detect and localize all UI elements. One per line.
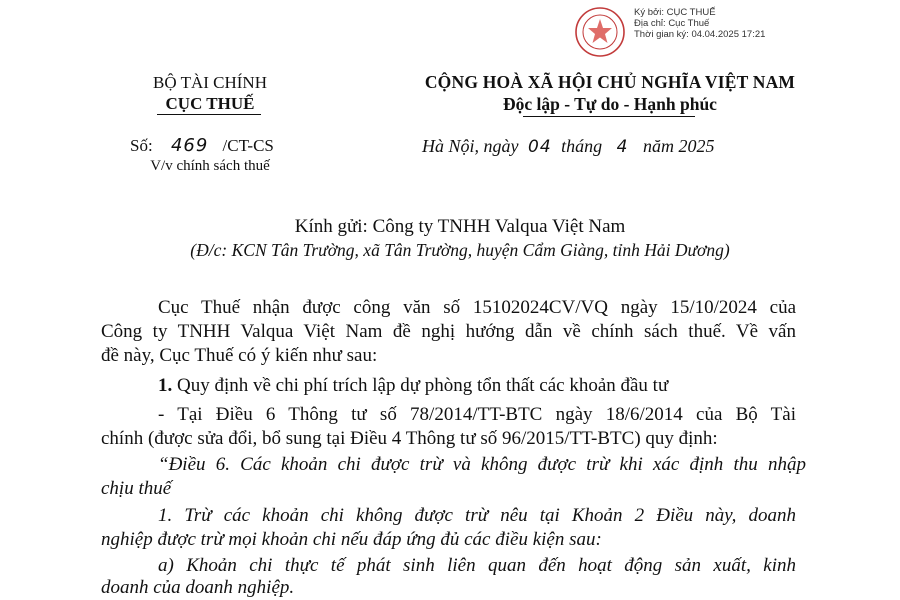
para2-line1: - Tại Điều 6 Thông tư số 78/2014/TT-BTC ngày 18/6/2014 của Bộ Tài (158, 404, 796, 425)
document-subject: V/v chính sách thuế (150, 158, 270, 174)
date-year: năm 2025 (642, 136, 715, 156)
signature-time: Thời gian ký: 04.04.2025 17:21 (634, 29, 766, 40)
para1-line3: đề này, Cục Thuế có ý kiến như sau: (101, 345, 378, 366)
section-1-heading (158, 374, 668, 398)
quote2-line1: 1. Trừ các khoản chi không được trừ nêu tại Khoản 2 Điều này, doanh (158, 505, 796, 526)
ministry-name: BỘ TÀI CHÍNH (153, 73, 267, 92)
issuer-block (100, 72, 320, 114)
signature-seal-icon (574, 6, 626, 58)
quote-line2: chịu thuế (101, 478, 172, 499)
agency-underline (157, 114, 261, 115)
para1-line1: Cục Thuế nhận được công văn số 15102024CV/VQ ngày 15/10/2024 của (158, 297, 796, 318)
document-number (130, 135, 274, 157)
agency-name: CỤC THUẾ (165, 94, 255, 113)
issue-date (422, 135, 714, 158)
digital-signature-info (634, 7, 765, 40)
recipient-address: (Đ/c: KCN Tân Trường, xã Tân Trường, huyện Cẩm Giàng, tỉnh Hải Dương) (190, 240, 730, 260)
date-month: 4 (616, 137, 629, 157)
signature-organization: Địa chỉ: Cục Thuế (634, 18, 710, 29)
date-prefix: Hà Nội, ngày (422, 136, 519, 156)
doc-no-suffix: /CT-CS (222, 136, 274, 155)
quote2-line2: nghiệp được trừ mọi khoản chi nếu đáp ứng đủ các điều kiện sau: (101, 529, 602, 550)
quote3-line2: doanh của doanh nghiệp. (101, 577, 295, 598)
quote-line1: “Điều 6. Các khoản chi được trừ và không được trừ khi xác định thu nhập (158, 454, 806, 475)
national-motto: Độc lập - Tự do - Hạnh phúc (503, 94, 717, 114)
section-1-title: Quy định về chi phí trích lập dự phòng tổn thất các khoản đầu tư (177, 375, 669, 396)
date-month-label: tháng (561, 136, 603, 156)
para1-line2: Công ty TNHH Valqua Việt Nam đề nghị hướng dẫn về chính sách thuế. Về vấn (101, 321, 796, 342)
nation-title: CỘNG HOÀ XÃ HỘI CHỦ NGHĨA VIỆT NAM (424, 72, 796, 92)
doc-no-value: 469 (170, 135, 209, 156)
motto-underline (523, 116, 695, 117)
section-1-number: 1. (158, 375, 173, 396)
para2-line2: chính (được sửa đổi, bổ sung tại Điều 4 Thông tư số 96/2015/TT-BTC) quy định: (101, 428, 718, 449)
quote3-line1: a) Khoản chi thực tế phát sinh liên quan đến hoạt động sản xuất, kinh (158, 555, 796, 576)
doc-no-prefix: Số: (130, 136, 153, 155)
date-day: 04 (528, 137, 552, 157)
recipient-line: Kính gửi: Công ty TNHH Valqua Việt Nam (294, 216, 626, 237)
signature-signed-by: Ký bởi: CỤC THUẾ (634, 7, 716, 18)
